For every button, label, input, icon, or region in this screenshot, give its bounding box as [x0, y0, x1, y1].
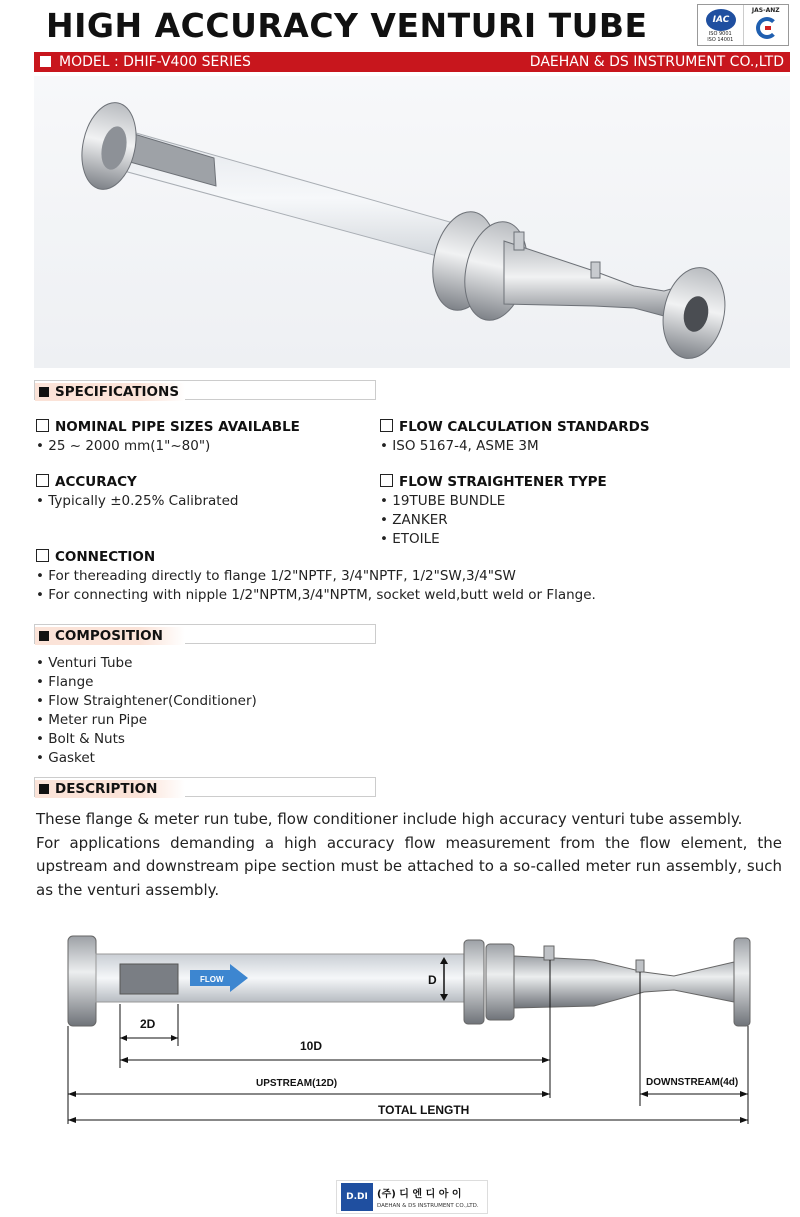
list-item: • Flow Straightener(Conditioner): [36, 692, 257, 711]
list-item: • Gasket: [36, 749, 257, 768]
footer-korean-name: (주) 디 엔 디 아 이: [377, 1189, 462, 1200]
downstream-label: DOWNSTREAM(4d): [646, 1077, 739, 1088]
accuracy-title: ACCURACY: [36, 473, 238, 492]
description-line-2: For applications demanding a high accuracy flow measurement from the flow element, the upstream and downstream pipe section must be attached to a so-called meter run assembly, such as the venturi assembly.: [36, 833, 782, 899]
dimension-diagram: [34, 920, 790, 1135]
description-line-1: These flange & meter run tube, flow conditioner include high accuracy venturi tube assembly.: [36, 810, 743, 828]
company-label: DAEHAN & DS INSTRUMENT CO.,LTD: [529, 54, 784, 70]
straightener-title: FLOW STRAIGHTENER TYPE: [380, 473, 607, 492]
iac-iso-badge: IAC ISO 9001 ISO 14001: [698, 5, 744, 45]
list-item: • Bolt & Nuts: [36, 730, 257, 749]
list-item: • Typically ±0.25% Calibrated: [36, 492, 238, 511]
description-text: [36, 808, 782, 902]
flow-calculation-standards: [380, 418, 650, 456]
flow-calc-title: FLOW CALCULATION STANDARDS: [380, 418, 650, 437]
total-length-label: TOTAL LENGTH: [378, 1103, 470, 1117]
venturi-assembly-render-icon: [34, 76, 790, 368]
nominal-pipe-sizes: [36, 418, 300, 456]
nominal-title: NOMINAL PIPE SIZES AVAILABLE: [36, 418, 300, 437]
flow-label: FLOW: [200, 975, 224, 984]
accuracy: [36, 473, 238, 511]
model-label: MODEL : DHIF-V400 SERIES: [40, 52, 251, 72]
footer-english-name: DAEHAN & DS INSTRUMENT CO.,LTD.: [377, 1203, 479, 1209]
certification-logos: [697, 4, 789, 46]
composition-list: [36, 654, 257, 768]
list-item: • ISO 5167-4, ASME 3M: [380, 437, 650, 456]
company-footer-logo: [336, 1180, 488, 1214]
ddi-logo-icon: D.DI: [341, 1183, 373, 1211]
jas-anz-badge: JAS-ANZ: [744, 5, 789, 45]
product-render: [34, 76, 790, 368]
ten-d-label: 10D: [300, 1039, 323, 1053]
list-item: • For connecting with nipple 1/2"NPTM,3/4"NPTM, socket weld,butt weld or Flange.: [36, 586, 596, 605]
connection: [36, 548, 596, 605]
list-item: • Meter run Pipe: [36, 711, 257, 730]
model-bar: [34, 52, 790, 72]
specifications-header: SPECIFICATIONS: [34, 380, 376, 400]
list-item: • Flange: [36, 673, 257, 692]
connection-title: CONNECTION: [36, 548, 596, 567]
list-item: • Venturi Tube: [36, 654, 257, 673]
list-item: • ETOILE: [380, 530, 607, 549]
iac-logo-icon: IAC: [706, 9, 736, 31]
d-label: D: [428, 973, 437, 987]
list-item: • ZANKER: [380, 511, 607, 530]
list-item: • 25 ~ 2000 mm(1"~80"): [36, 437, 300, 456]
page-title: HIGH ACCURACY VENTURI TUBE: [46, 6, 648, 45]
list-item: • For thereading directly to flange 1/2"NPTF, 3/4"NPTF, 1/2"SW,3/4"SW: [36, 567, 596, 586]
upstream-label: UPSTREAM(12D): [256, 1078, 338, 1089]
description-header: DESCRIPTION: [34, 777, 376, 797]
flow-straightener-type: [380, 473, 607, 549]
list-item: • 19TUBE BUNDLE: [380, 492, 607, 511]
jas-anz-logo-icon: [756, 17, 778, 39]
composition-header: COMPOSITION: [34, 624, 376, 644]
two-d-label: 2D: [140, 1017, 156, 1031]
